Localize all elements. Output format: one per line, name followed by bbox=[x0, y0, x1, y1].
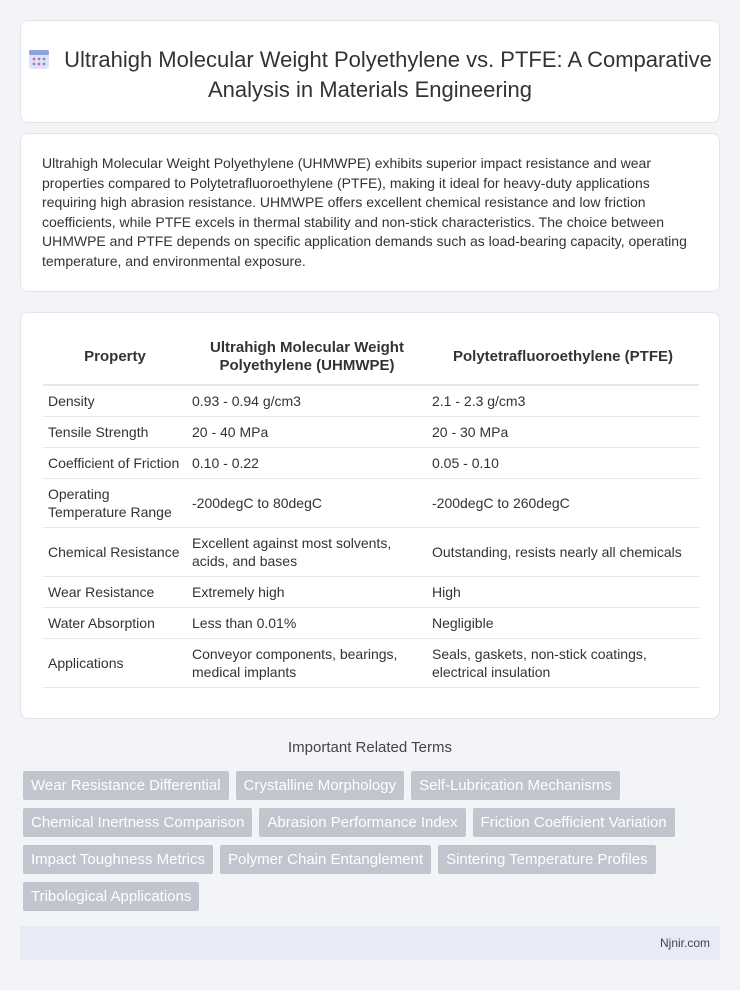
property-cell: Wear Resistance bbox=[43, 577, 187, 608]
table-row bbox=[43, 639, 699, 688]
ptfe-cell: Negligible bbox=[427, 608, 699, 639]
ptfe-cell: 2.1 - 2.3 g/cm3 bbox=[427, 385, 699, 417]
calendar-icon bbox=[28, 48, 50, 70]
property-cell: Density bbox=[43, 385, 187, 417]
property-cell: Tensile Strength bbox=[43, 417, 187, 448]
ptfe-cell: High bbox=[427, 577, 699, 608]
header-property: Property bbox=[43, 329, 187, 385]
uhmwpe-cell: Extremely high bbox=[187, 577, 427, 608]
ptfe-cell: 20 - 30 MPa bbox=[427, 417, 699, 448]
header-ptfe: Polytetrafluoroethylene (PTFE) bbox=[427, 329, 699, 385]
uhmwpe-cell: 0.93 - 0.94 g/cm3 bbox=[187, 385, 427, 417]
property-cell: Applications bbox=[43, 639, 187, 688]
page-title: Ultrahigh Molecular Weight Polyethylene vs. PTFE: A Comparative Analysis in Materials Engineering bbox=[64, 47, 712, 102]
footer bbox=[20, 926, 720, 960]
related-terms-heading: Important Related Terms bbox=[288, 739, 452, 756]
uhmwpe-cell: Excellent against most solvents, acids, and bases bbox=[187, 528, 427, 577]
intro-card bbox=[20, 133, 720, 292]
table-row bbox=[43, 417, 699, 448]
property-cell: Coefficient of Friction bbox=[43, 448, 187, 479]
table-row bbox=[43, 577, 699, 608]
footer-site-link[interactable]: Njnir.com bbox=[659, 936, 710, 950]
page-title-wrap bbox=[21, 45, 719, 105]
uhmwpe-cell: -200degC to 80degC bbox=[187, 479, 427, 528]
term-tag[interactable]: Sintering Temperature Profiles bbox=[438, 845, 656, 874]
uhmwpe-cell: Conveyor components, bearings, medical implants bbox=[187, 639, 427, 688]
term-tag[interactable]: Polymer Chain Entanglement bbox=[220, 845, 431, 874]
table-row bbox=[43, 448, 699, 479]
term-tag[interactable]: Chemical Inertness Comparison bbox=[23, 808, 252, 837]
ptfe-cell: 0.05 - 0.10 bbox=[427, 448, 699, 479]
uhmwpe-cell: Less than 0.01% bbox=[187, 608, 427, 639]
term-tag[interactable]: Abrasion Performance Index bbox=[259, 808, 465, 837]
uhmwpe-cell: 0.10 - 0.22 bbox=[187, 448, 427, 479]
ptfe-cell: -200degC to 260degC bbox=[427, 479, 699, 528]
property-cell: Operating Temperature Range bbox=[43, 479, 187, 528]
comparison-card bbox=[20, 312, 720, 719]
uhmwpe-cell: 20 - 40 MPa bbox=[187, 417, 427, 448]
term-tag[interactable]: Crystalline Morphology bbox=[236, 771, 405, 800]
table-row bbox=[43, 528, 699, 577]
table-header-row bbox=[43, 329, 699, 385]
comparison-table bbox=[43, 329, 699, 688]
table-row bbox=[43, 385, 699, 417]
ptfe-cell: Seals, gaskets, non-stick coatings, electrical insulation bbox=[427, 639, 699, 688]
intro-paragraph: Ultrahigh Molecular Weight Polyethylene (UHMWPE) exhibits superior impact resistance and wear properties compared to Polytetrafluoroethylene (PTFE), making it ideal for heavy-duty applications requiring high abrasion resistance. UHMWPE offers excellent chemical resistance and low friction coefficients, while PTFE excels in thermal stability and non-stick characteristics. The choice between UHMWPE and PTFE depends on specific application demands such as load-bearing capacity, operating temperature, and environmental exposure. bbox=[42, 155, 687, 269]
related-terms-list bbox=[23, 771, 723, 919]
term-tag[interactable]: Impact Toughness Metrics bbox=[23, 845, 213, 874]
table-row bbox=[43, 479, 699, 528]
title-card bbox=[20, 20, 720, 123]
term-tag[interactable]: Friction Coefficient Variation bbox=[473, 808, 675, 837]
ptfe-cell: Outstanding, resists nearly all chemicals bbox=[427, 528, 699, 577]
table-row bbox=[43, 608, 699, 639]
property-cell: Chemical Resistance bbox=[43, 528, 187, 577]
property-cell: Water Absorption bbox=[43, 608, 187, 639]
term-tag[interactable]: Tribological Applications bbox=[23, 882, 199, 911]
header-uhmwpe: Ultrahigh Molecular Weight Polyethylene (UHMWPE) bbox=[187, 329, 427, 385]
term-tag[interactable]: Self-Lubrication Mechanisms bbox=[411, 771, 620, 800]
term-tag[interactable]: Wear Resistance Differential bbox=[23, 771, 229, 800]
